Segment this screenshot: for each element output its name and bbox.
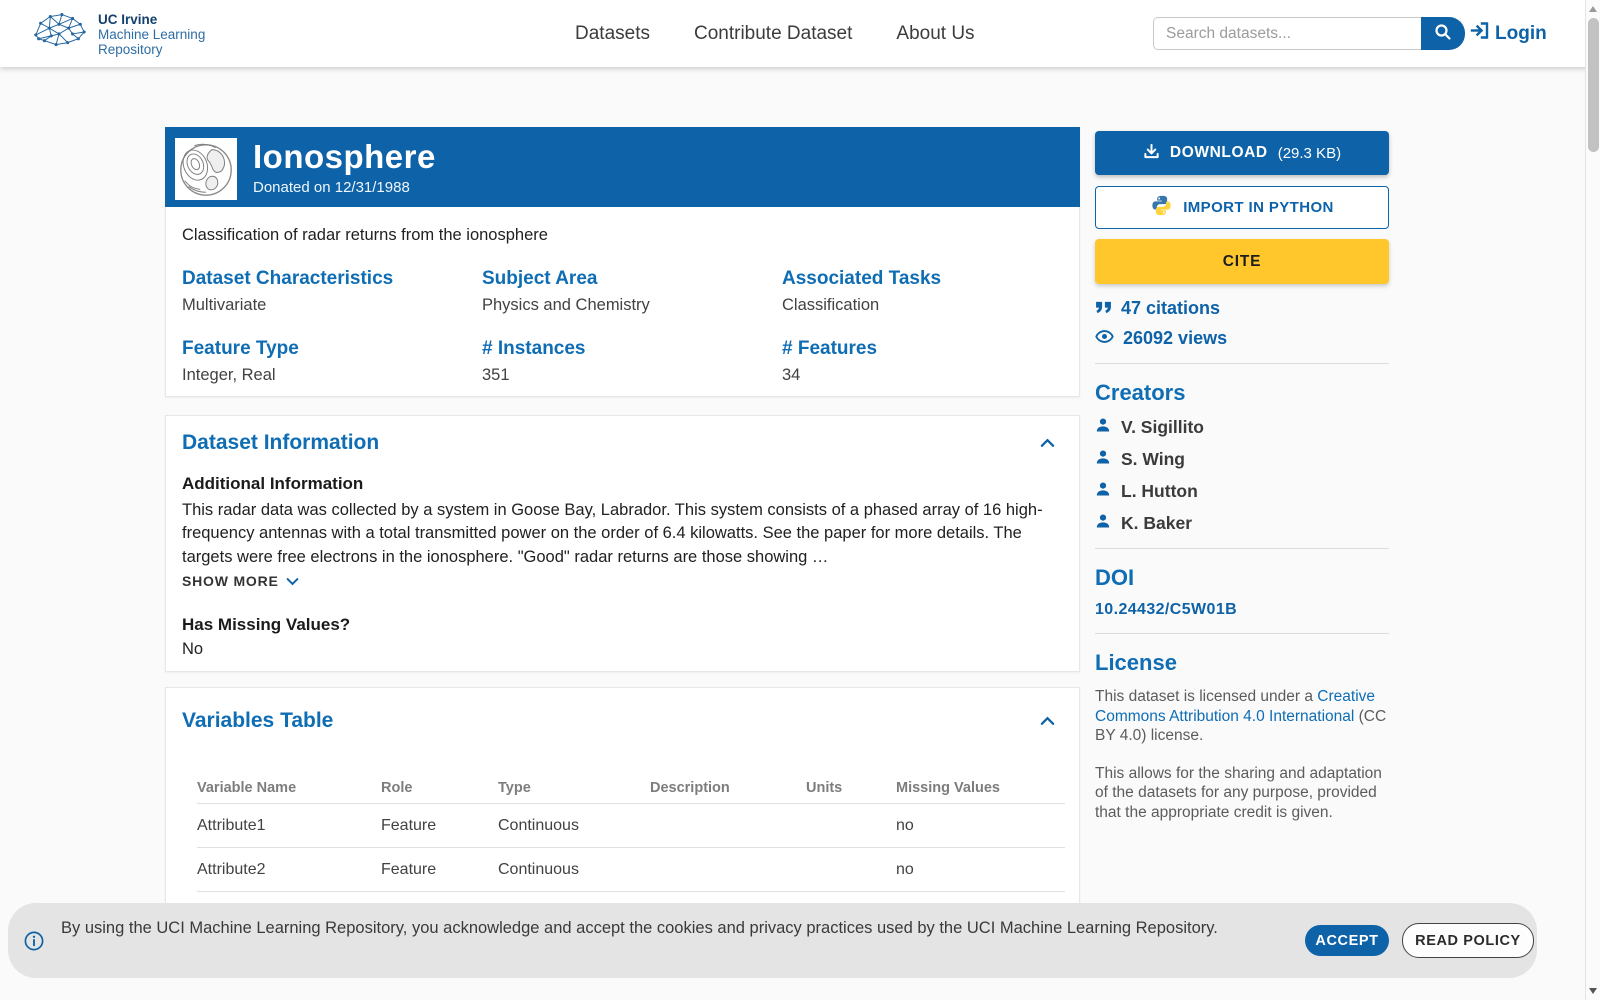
dataset-description: Classification of radar returns from the ionosphere: [182, 226, 548, 244]
creators-heading: Creators: [1095, 380, 1186, 405]
search-box: [1153, 17, 1465, 50]
char-label: Subject Area: [482, 268, 598, 289]
info-icon: [24, 931, 44, 956]
license-text-before: This dataset is licensed under a: [1095, 688, 1318, 705]
characteristic-instances: [482, 338, 782, 385]
char-value: 351: [482, 366, 510, 384]
column-header-type: Type: [498, 779, 531, 796]
import-in-python-button[interactable]: [1095, 186, 1389, 229]
characteristic-associated-tasks: [782, 268, 1082, 315]
cell-missing-values: no: [896, 860, 914, 878]
page-title: Ionosphere: [253, 138, 436, 175]
logo-text: [98, 12, 205, 57]
cite-button[interactable]: CITE: [1095, 239, 1389, 284]
chevron-down-icon: [286, 573, 299, 589]
license-paragraph: This allows for the sharing and adaptation of the datasets for any purpose, provided that the appropriate credit is given.: [1095, 764, 1382, 821]
cell-missing-values: no: [896, 816, 914, 834]
column-header-missing-values: Missing Values: [896, 779, 1000, 796]
nav-item-about-us[interactable]: About Us: [896, 22, 975, 44]
dataset-thumbnail: [175, 138, 237, 200]
scrollbar-thumb[interactable]: [1588, 18, 1599, 152]
column-header-units: Units: [806, 779, 843, 796]
has-missing-values-heading: Has Missing Values?: [182, 615, 351, 634]
creator-item: [1095, 513, 1389, 534]
column-header-description: Description: [650, 779, 730, 796]
uci-brain-network-icon: [30, 10, 88, 59]
creative-commons-link[interactable]: Creative Commons Attribution 4.0 International: [1095, 688, 1376, 725]
login-button[interactable]: [1470, 0, 1547, 67]
creator-item: [1095, 417, 1389, 438]
search-input[interactable]: [1153, 17, 1421, 50]
logo-line2: Machine Learning: [98, 26, 206, 42]
cell-variable-name: Attribute2: [197, 860, 266, 878]
cookie-message: By using the UCI Machine Learning Repository, you acknowledge and accept the cookies and privacy practices used by the UCI Machine Learning Repository.: [61, 919, 1218, 937]
characteristic-features: [782, 338, 1082, 385]
divider: [1095, 548, 1389, 549]
creator-item: [1095, 481, 1389, 502]
python-icon: [1150, 194, 1173, 221]
creator-name: K. Baker: [1121, 513, 1193, 533]
char-label: Dataset Characteristics: [182, 268, 394, 289]
logo-line3: Repository: [98, 42, 163, 58]
views-count: 26092 views: [1123, 328, 1228, 348]
read-policy-button[interactable]: READ POLICY: [1402, 923, 1534, 958]
chevron-up-icon: [1040, 436, 1055, 451]
show-more-label: SHOW MORE: [182, 573, 279, 589]
char-label: Associated Tasks: [782, 268, 942, 289]
table-row: [197, 804, 1065, 848]
cell-type: Continuous: [498, 860, 579, 878]
search-icon: [1434, 23, 1452, 44]
login-icon: [1470, 20, 1491, 47]
download-button[interactable]: [1095, 131, 1389, 175]
license-heading: License: [1095, 650, 1177, 675]
person-icon: [1095, 481, 1111, 502]
variables-table-card: [165, 687, 1080, 905]
cell-type: Continuous: [498, 816, 579, 834]
license-text: [1095, 687, 1389, 746]
doi-heading: DOI: [1095, 565, 1135, 590]
char-value: Integer, Real: [182, 366, 276, 384]
nav-item-contribute-dataset[interactable]: Contribute Dataset: [693, 22, 853, 44]
app-header: [0, 0, 1600, 67]
collapse-dataset-information-button[interactable]: [1040, 436, 1055, 451]
has-missing-values-value: No: [182, 640, 204, 658]
quote-icon: [1095, 298, 1112, 319]
import-in-python-label: IMPORT IN PYTHON: [1183, 199, 1334, 216]
char-value: 34: [782, 366, 801, 384]
cell-role: Feature: [381, 860, 437, 878]
nav-item-datasets[interactable]: Datasets: [575, 22, 650, 44]
table-header-row: [197, 772, 1065, 804]
table-row: [197, 848, 1065, 892]
banner-title-block: [253, 138, 436, 196]
char-label: Feature Type: [182, 338, 299, 359]
char-value: Physics and Chemistry: [482, 296, 650, 314]
characteristic-dataset-characteristics: [182, 268, 482, 315]
dataset-information-title: Dataset Information: [182, 431, 380, 454]
login-label: Login: [1495, 22, 1547, 44]
char-label: # Instances: [482, 338, 586, 359]
dataset-information-card: [165, 415, 1080, 672]
creator-name: L. Hutton: [1121, 481, 1198, 501]
license-text-after: (CC BY 4.0) license.: [1095, 707, 1387, 744]
search-button[interactable]: [1421, 17, 1465, 50]
dataset-banner: [165, 127, 1080, 207]
citations-stat: [1095, 298, 1389, 319]
additional-information-heading: Additional Information: [182, 474, 364, 493]
cookie-banner: [8, 903, 1537, 978]
person-icon: [1095, 417, 1111, 438]
doi-link[interactable]: 10.24432/C5W01B: [1095, 601, 1238, 618]
accept-button[interactable]: ACCEPT: [1305, 925, 1389, 956]
variables-table: [197, 772, 1065, 892]
uci-logo[interactable]: [30, 10, 205, 59]
download-label: DOWNLOAD: [1169, 144, 1268, 161]
column-header-role: Role: [381, 779, 413, 796]
dataset-summary-card: [165, 127, 1080, 397]
scrollbar[interactable]: [1585, 0, 1600, 1000]
citations-count: 47 citations: [1121, 298, 1221, 318]
column-header-variable-name: Variable Name: [197, 779, 297, 796]
creator-item: [1095, 449, 1389, 470]
eye-icon: [1095, 328, 1114, 349]
additional-information-text: This radar data was collected by a system in Goose Bay, Labrador. This system consists of a phased array of 16 high-frequency antennas with a total transmitted power on the order of 6.4 kilowatts. See the paper for more details. The targets were free electrons in the ionosphere. "Good" radar returns are those showing …: [182, 501, 1043, 566]
variables-table-title: Variables Table: [182, 709, 334, 732]
logo-line1: UC Irvine: [98, 11, 158, 27]
dataset-summary-body: [166, 208, 1079, 403]
chevron-up-icon: [1040, 714, 1055, 729]
cell-role: Feature: [381, 816, 437, 834]
person-icon: [1095, 513, 1111, 534]
char-label: # Features: [782, 338, 878, 359]
views-stat: [1095, 328, 1389, 349]
collapse-variables-table-button[interactable]: [1040, 714, 1055, 729]
scroll-down-arrow-icon[interactable]: [1589, 988, 1597, 994]
divider: [1095, 633, 1389, 634]
scroll-up-arrow-icon[interactable]: [1589, 6, 1597, 12]
cell-variable-name: Attribute1: [197, 816, 266, 834]
person-icon: [1095, 449, 1111, 470]
characteristics-grid: [182, 268, 1063, 385]
show-more-button[interactable]: [182, 573, 299, 589]
creator-name: V. Sigillito: [1121, 417, 1204, 437]
sidebar: [1095, 131, 1389, 822]
download-icon: [1143, 143, 1160, 163]
donated-date: Donated on 12/31/1988: [253, 179, 410, 196]
char-value: Classification: [782, 296, 880, 314]
characteristic-subject-area: [482, 268, 782, 315]
download-size: (29.3 KB): [1277, 144, 1342, 162]
main-nav: [575, 0, 975, 67]
char-value: Multivariate: [182, 296, 267, 314]
divider: [1095, 363, 1389, 364]
creator-name: S. Wing: [1121, 449, 1186, 469]
characteristic-feature-type: [182, 338, 482, 385]
